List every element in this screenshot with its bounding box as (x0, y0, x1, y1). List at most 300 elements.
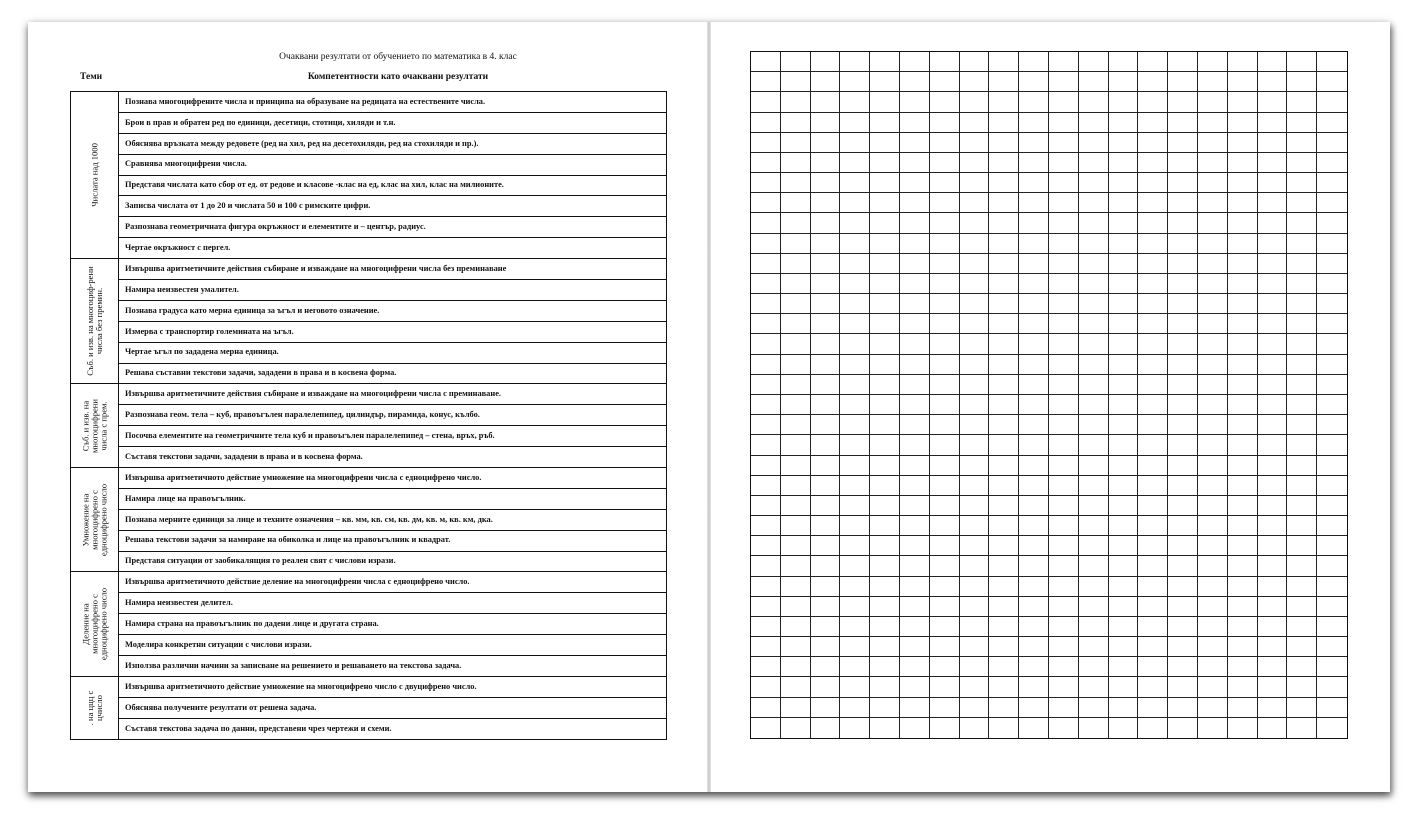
grid-cell (989, 698, 1019, 718)
grid-cell (1109, 597, 1139, 617)
grid-cell (930, 536, 960, 556)
grid-cell (1198, 274, 1228, 294)
grid-cell (1168, 173, 1198, 193)
grid-cell (1049, 375, 1079, 395)
table-row (71, 656, 667, 677)
grid-cell (1258, 254, 1288, 274)
grid-cell (751, 92, 781, 112)
theme-cell (71, 92, 119, 259)
competence-cell: Брои в прав и обратен ред по единици, десетици, стотици, хиляди и т.н. (119, 112, 667, 133)
grid-cell (1198, 556, 1228, 576)
grid-cell (840, 334, 870, 354)
grid-cell (1317, 274, 1347, 294)
grid-cell (811, 72, 841, 92)
grid-cell (1049, 173, 1079, 193)
grid-cell (781, 415, 811, 435)
grid-cell (1198, 334, 1228, 354)
grid-cell (1079, 52, 1109, 72)
grid-cell (781, 254, 811, 274)
grid-cell (1258, 577, 1288, 597)
grid-cell (1168, 435, 1198, 455)
grid-cell (751, 314, 781, 334)
grid-cell (989, 617, 1019, 637)
grid-cell (1198, 395, 1228, 415)
grid-cell (1168, 698, 1198, 718)
grid-cell (1287, 617, 1317, 637)
theme-label: Съб. и изв. на многоциф-рени числа без премин. (84, 266, 104, 376)
grid-cell (781, 476, 811, 496)
grid-cell (1138, 577, 1168, 597)
competence-cell: Съставя текстова задача по данни, представени чрез чертежи и схеми. (119, 718, 667, 739)
grid-cell (811, 496, 841, 516)
grid-cell (781, 314, 811, 334)
grid-cell (870, 153, 900, 173)
grid-cell (781, 92, 811, 112)
grid-cell (900, 456, 930, 476)
grid-cell (1198, 516, 1228, 536)
grid-cell (930, 355, 960, 375)
grid-cell (1079, 657, 1109, 677)
grid-cell (811, 677, 841, 697)
grid-cell (960, 718, 990, 738)
grid-cell (781, 577, 811, 597)
grid-cell (811, 395, 841, 415)
grid-cell (1168, 395, 1198, 415)
grid-cell (1228, 476, 1258, 496)
grid-cell (989, 294, 1019, 314)
grid-cell (989, 415, 1019, 435)
grid-cell (811, 476, 841, 496)
grid-cell (1228, 577, 1258, 597)
grid-cell (930, 234, 960, 254)
grid-cell (1228, 718, 1258, 738)
grid-cell (1049, 254, 1079, 274)
grid-cell (900, 516, 930, 536)
grid-cell (1287, 496, 1317, 516)
competence-cell: Извършва аритметичното действие умножение на многоцифрено число с двуцифрено число. (119, 676, 667, 697)
grid-cell (1317, 617, 1347, 637)
grid-cell (1109, 637, 1139, 657)
grid-cell (1258, 113, 1288, 133)
grid-cell (751, 637, 781, 657)
grid-cell (751, 173, 781, 193)
grid-cell (1317, 92, 1347, 112)
grid-cell (1228, 153, 1258, 173)
grid-cell (989, 113, 1019, 133)
competence-cell: Решава съставни текстови задачи, зададени в права и в косвена форма. (119, 363, 667, 384)
grid-cell (1228, 92, 1258, 112)
grid-cell (870, 52, 900, 72)
grid-cell (900, 577, 930, 597)
grid-cell (1168, 637, 1198, 657)
grid-cell (1287, 516, 1317, 536)
grid-cell (1019, 133, 1049, 153)
grid-cell (1138, 677, 1168, 697)
grid-cell (1258, 516, 1288, 536)
grid-cell (1019, 254, 1049, 274)
grid-cell (1317, 657, 1347, 677)
grid-cell (900, 274, 930, 294)
grid-cell (1317, 415, 1347, 435)
grid-cell (1019, 294, 1049, 314)
grid-cell (1258, 476, 1288, 496)
grid-cell (1109, 254, 1139, 274)
grid-cell (960, 556, 990, 576)
grid-cell (1198, 294, 1228, 314)
table-row (71, 718, 667, 739)
grid-cell (870, 213, 900, 233)
grid-cell (1049, 133, 1079, 153)
grid-cell (900, 153, 930, 173)
grid-cell (1109, 577, 1139, 597)
grid-cell (900, 698, 930, 718)
grid-cell (930, 516, 960, 536)
grid-cell (781, 435, 811, 455)
grid-cell (870, 395, 900, 415)
grid-cell (930, 698, 960, 718)
table-row (71, 614, 667, 635)
grid-cell (1198, 698, 1228, 718)
table-row (71, 133, 667, 154)
grid-cell (1079, 718, 1109, 738)
grid-cell (870, 234, 900, 254)
grid-cell (1198, 718, 1228, 738)
grid-cell (1019, 516, 1049, 536)
grid-cell (1138, 516, 1168, 536)
grid-cell (1258, 718, 1288, 738)
competence-cell: Съставя текстови задачи, зададени в права и в косвена форма. (119, 447, 667, 468)
grid-cell (930, 133, 960, 153)
grid-cell (1198, 173, 1228, 193)
grid-cell (1138, 213, 1168, 233)
grid-cell (1287, 395, 1317, 415)
grid-cell (1168, 597, 1198, 617)
grid-cell (1168, 153, 1198, 173)
grid-cell (989, 254, 1019, 274)
grid-cell (1317, 637, 1347, 657)
grid-cell (1228, 355, 1258, 375)
grid-cell (1049, 314, 1079, 334)
grid-cell (1079, 254, 1109, 274)
grid-cell (1138, 274, 1168, 294)
grid-cell (840, 274, 870, 294)
grid-cell (1287, 355, 1317, 375)
grid-cell (1287, 536, 1317, 556)
grid-cell (781, 718, 811, 738)
grid-cell (840, 536, 870, 556)
grid-cell (1168, 234, 1198, 254)
grid-cell (840, 375, 870, 395)
grid-cell (781, 496, 811, 516)
grid-cell (751, 274, 781, 294)
grid-cell (751, 415, 781, 435)
grid-cell (1168, 657, 1198, 677)
competence-cell: Представя ситуации от заобикалящия го реален свят с числови изрази. (119, 551, 667, 572)
grid-cell (1168, 677, 1198, 697)
grid-cell (811, 536, 841, 556)
grid-cell (1317, 456, 1347, 476)
grid-cell (1109, 92, 1139, 112)
competence-cell: Разпознава геом. тела – куб, правоъгълен паралелепипед, цилиндър, пирамида, конус, кълбо. (119, 405, 667, 426)
grid-cell (840, 637, 870, 657)
document-spread (28, 22, 1390, 792)
grid-cell (811, 193, 841, 213)
grid-cell (930, 193, 960, 213)
grid-cell (960, 72, 990, 92)
grid-cell (1228, 234, 1258, 254)
grid-cell (751, 536, 781, 556)
grid-cell (930, 52, 960, 72)
grid-cell (1228, 516, 1258, 536)
grid-cell (1079, 577, 1109, 597)
grid-cell (840, 698, 870, 718)
grid-cell (1168, 577, 1198, 597)
grid-cell (870, 536, 900, 556)
theme-cell (71, 676, 119, 739)
grid-cell (1019, 677, 1049, 697)
grid-cell (1287, 294, 1317, 314)
table-row (71, 175, 667, 196)
grid-cell (1228, 254, 1258, 274)
grid-cell (1079, 375, 1109, 395)
grid-cell (1317, 153, 1347, 173)
table-row (71, 551, 667, 572)
grid-cell (1317, 677, 1347, 697)
grid-cell (1317, 395, 1347, 415)
grid-cell (781, 456, 811, 476)
grid-cell (900, 113, 930, 133)
grid-cell (1317, 72, 1347, 92)
grid-cell (751, 133, 781, 153)
grid-cell (840, 355, 870, 375)
grid-cell (930, 677, 960, 697)
grid-cell (1079, 476, 1109, 496)
grid-cell (930, 213, 960, 233)
grid-cell (930, 456, 960, 476)
grid-cell (1317, 113, 1347, 133)
grid-cell (1287, 476, 1317, 496)
table-row (71, 593, 667, 614)
grid-cell (751, 395, 781, 415)
grid-cell (870, 597, 900, 617)
grid-cell (1049, 516, 1079, 536)
grid-cell (989, 456, 1019, 476)
grid-cell (870, 677, 900, 697)
grid-cell (1168, 496, 1198, 516)
grid-cell (1228, 415, 1258, 435)
grid-cell (960, 536, 990, 556)
grid-cell (1258, 456, 1288, 476)
grid-cell (1049, 234, 1079, 254)
grid-cell (900, 536, 930, 556)
grid-cell (930, 597, 960, 617)
grid-cell (811, 698, 841, 718)
grid-cell (811, 153, 841, 173)
grid-cell (1168, 355, 1198, 375)
table-row (71, 468, 667, 489)
grid-cell (1317, 577, 1347, 597)
grid-cell (1287, 375, 1317, 395)
competence-cell: Обяснява връзката между редовете (ред на хил, ред на десетохиляди, ред на стохиляди и пр.). (119, 133, 667, 154)
grid-cell (989, 92, 1019, 112)
grid-cell (1168, 113, 1198, 133)
grid-cell (1258, 153, 1288, 173)
grid-cell (840, 193, 870, 213)
table-row (71, 112, 667, 133)
grid-cell (960, 516, 990, 536)
grid-cell (1019, 395, 1049, 415)
competence-cell: Измерва с транспортир големината на ъгъл. (119, 321, 667, 342)
grid-cell (1109, 375, 1139, 395)
grid-cell (1019, 556, 1049, 576)
table-row (71, 300, 667, 321)
grid-cell (870, 556, 900, 576)
grid-cell (1019, 375, 1049, 395)
grid-cell (1258, 597, 1288, 617)
grid-cell (1287, 72, 1317, 92)
grid-cell (1317, 173, 1347, 193)
grid-cell (1019, 113, 1049, 133)
grid-cell (1049, 153, 1079, 173)
grid-cell (1258, 556, 1288, 576)
page-title: Очаквани резултати от обучението по математика в 4. клас (279, 52, 517, 62)
grid-cell (989, 536, 1019, 556)
grid-cell (930, 657, 960, 677)
grid-cell (1138, 698, 1168, 718)
grid-cell (989, 718, 1019, 738)
grid-cell (1258, 213, 1288, 233)
grid-cell (989, 556, 1019, 576)
grid-cell (960, 113, 990, 133)
grid-cell (989, 677, 1019, 697)
grid-cell (781, 173, 811, 193)
grid-cell (1198, 314, 1228, 334)
grid-cell (960, 415, 990, 435)
grid-cell (1049, 556, 1079, 576)
grid-cell (900, 355, 930, 375)
grid-cell (960, 698, 990, 718)
grid-cell (1019, 718, 1049, 738)
grid-cell (751, 334, 781, 354)
grid-cell (989, 435, 1019, 455)
grid-cell (1109, 657, 1139, 677)
grid-cell (1019, 435, 1049, 455)
grid-cell (840, 113, 870, 133)
grid-cell (781, 213, 811, 233)
competence-cell: Представя числата като сбор от ед. от редове и класове -клас на ед, клас на хил, клас на милионите. (119, 175, 667, 196)
grid-cell (900, 496, 930, 516)
table-row (71, 259, 667, 280)
grid-cell (1228, 435, 1258, 455)
grid-cell (1019, 153, 1049, 173)
table-row (71, 447, 667, 468)
grid-cell (1049, 294, 1079, 314)
grid-cell (1317, 294, 1347, 314)
grid-cell (751, 577, 781, 597)
grid-cell (1198, 234, 1228, 254)
grid-cell (1109, 395, 1139, 415)
grid-cell (989, 516, 1019, 536)
grid-cell (781, 597, 811, 617)
grid-cell (840, 294, 870, 314)
grid-cell (1228, 294, 1258, 314)
grid-cell (900, 213, 930, 233)
grid-cell (1079, 415, 1109, 435)
grid-cell (1228, 375, 1258, 395)
grid-cell (1287, 718, 1317, 738)
grid-cell (1287, 133, 1317, 153)
grid-cell (1138, 133, 1168, 153)
grid-cell (751, 234, 781, 254)
grid-cell (1079, 274, 1109, 294)
grid-cell (1228, 617, 1258, 637)
grid-cell (1019, 637, 1049, 657)
grid-cell (811, 617, 841, 637)
grid-cell (870, 314, 900, 334)
grid-cell (1109, 698, 1139, 718)
grid-cell (930, 153, 960, 173)
grid-cell (1228, 213, 1258, 233)
grid-cell (1109, 617, 1139, 637)
grid-cell (1019, 536, 1049, 556)
grid-cell (781, 677, 811, 697)
grid-cell (781, 52, 811, 72)
grid-cell (1079, 556, 1109, 576)
grid-cell (1019, 496, 1049, 516)
grid-cell (1019, 597, 1049, 617)
grid-cell (1079, 677, 1109, 697)
grid-cell (1109, 234, 1139, 254)
grid-cell (1138, 92, 1168, 112)
competence-cell: Записва числата от 1 до 20 и числата 50 и 100 с римските цифри. (119, 196, 667, 217)
grid-cell (900, 415, 930, 435)
grid-cell (1168, 213, 1198, 233)
grid-cell (960, 52, 990, 72)
grid-cell (930, 718, 960, 738)
grid-cell (900, 72, 930, 92)
grid-cell (751, 496, 781, 516)
grid-cell (960, 274, 990, 294)
table-row (71, 509, 667, 530)
grid-cell (1079, 234, 1109, 254)
grid-cell (751, 375, 781, 395)
grid-cell (1109, 52, 1139, 72)
grid-cell (1079, 355, 1109, 375)
grid-cell (781, 294, 811, 314)
grid-cell (751, 617, 781, 637)
table-row (71, 572, 667, 593)
grid-cell (751, 52, 781, 72)
grid-cell (1138, 193, 1168, 213)
grid-cell (1228, 193, 1258, 213)
grid-cell (1138, 718, 1168, 738)
grid-cell (1168, 193, 1198, 213)
squared-grid (750, 51, 1348, 739)
grid-cell (900, 657, 930, 677)
grid-cell (989, 577, 1019, 597)
table-row (71, 363, 667, 384)
grid-cell (781, 334, 811, 354)
grid-cell (1228, 456, 1258, 476)
competence-cell: Извършва аритметичното действие умножение на многоцифрени числа с едноцифрено число. (119, 468, 667, 489)
grid-cell (960, 133, 990, 153)
grid-cell (1258, 72, 1288, 92)
grid-cell (870, 415, 900, 435)
grid-cell (989, 334, 1019, 354)
grid-cell (1049, 476, 1079, 496)
grid-cell (1079, 72, 1109, 92)
grid-cell (1109, 334, 1139, 354)
